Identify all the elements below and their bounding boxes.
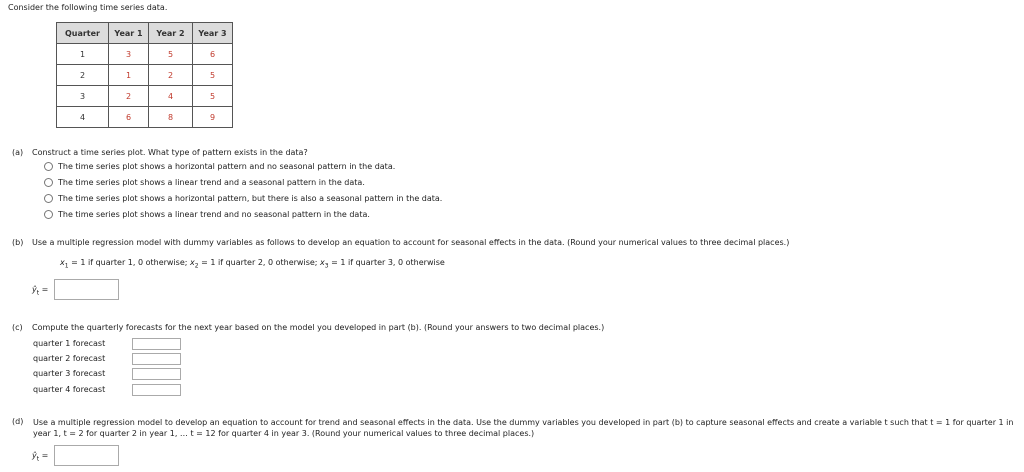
- part-b-label: (b): [12, 238, 24, 247]
- cell-value: 2: [149, 65, 193, 86]
- cell-value: 5: [149, 44, 193, 65]
- cell-quarter: 3: [57, 86, 109, 107]
- option-text: The time series plot shows a linear trend and no seasonal pattern in the data.: [58, 210, 370, 219]
- header-year-3: Year 3: [193, 23, 233, 44]
- option-a2[interactable]: [44, 178, 365, 187]
- cell-quarter: 4: [57, 107, 109, 128]
- equation-input-b[interactable]: [54, 279, 119, 300]
- time-series-table: [56, 22, 233, 128]
- part-a-label: (a): [12, 148, 24, 157]
- cell-quarter: 2: [57, 65, 109, 86]
- forecast-input-q4[interactable]: [132, 384, 181, 396]
- dummy-variable-definitions: $x_1 = 1$ if quarter 1, 0 otherwise; $x_2 = 1$ if quarter 2, 0 otherwise; $x_3 = 1$ if quarter 3, 0 otherwise: [60, 258, 445, 270]
- cell-value: 2: [109, 86, 149, 107]
- forecast-label-q4: quarter 4 forecast: [33, 385, 106, 394]
- forecast-input-q2[interactable]: [132, 353, 181, 365]
- cell-value: 3: [109, 44, 149, 65]
- part-c-label: (c): [12, 323, 23, 332]
- header-year-2: Year 2: [149, 23, 193, 44]
- part-a-question: [12, 148, 308, 157]
- yhat-label-d: $ŷ_t$ =: [32, 451, 49, 463]
- equation-input-d[interactable]: [54, 445, 119, 466]
- part-b-text: Use a multiple regression model with dummy variables as follows to develop an equation to account for seasonal effects in the data. (Round your numerical values to three decimal places.): [32, 238, 790, 247]
- cell-quarter: 1: [57, 44, 109, 65]
- radio-button[interactable]: [44, 162, 53, 171]
- cell-value: 1: [109, 65, 149, 86]
- cell-value: 6: [193, 44, 233, 65]
- cell-value: 8: [149, 107, 193, 128]
- forecast-label-q2: quarter 2 forecast: [33, 354, 106, 363]
- option-text: The time series plot shows a linear trend and a seasonal pattern in the data.: [58, 178, 365, 187]
- intro-text: Consider the following time series data.: [8, 3, 168, 12]
- option-a4[interactable]: [44, 210, 370, 219]
- part-c-question: [12, 323, 604, 332]
- forecast-input-q1[interactable]: [132, 338, 181, 350]
- cell-value: 9: [193, 107, 233, 128]
- forecast-input-q3[interactable]: [132, 368, 181, 380]
- option-text: The time series plot shows a horizontal pattern, but there is also a seasonal pattern in the data.: [58, 194, 443, 203]
- forecast-label-q1: quarter 1 forecast: [33, 339, 106, 348]
- option-a1[interactable]: [44, 162, 395, 171]
- cell-value: 5: [193, 65, 233, 86]
- yhat-label-b: $ŷ_t$ =: [32, 285, 49, 297]
- table-row: [57, 44, 233, 65]
- table-row: [57, 107, 233, 128]
- radio-button[interactable]: [44, 178, 53, 187]
- cell-value: 5: [193, 86, 233, 107]
- cell-value: 4: [149, 86, 193, 107]
- table-row: [57, 65, 233, 86]
- forecast-label-q3: quarter 3 forecast: [33, 369, 106, 378]
- part-d-text: Use a multiple regression model to develop an equation to account for trend and seasonal effects in the data. Use the dummy variables you developed in part (b) to capture seasonal effects and create a variable t such that t = 1 for quarter 1 in year 1, t = 2 for quarter 2 in year 1, … t = 12 for quarter 4 in year 3. (Round your numerical values to three decimal places.): [33, 418, 1014, 438]
- option-a3[interactable]: [44, 194, 442, 203]
- cell-value: 6: [109, 107, 149, 128]
- radio-button[interactable]: [44, 210, 53, 219]
- radio-button[interactable]: [44, 194, 53, 203]
- part-d-label: (d): [12, 417, 24, 426]
- header-year-1: Year 1: [109, 23, 149, 44]
- option-text: The time series plot shows a horizontal pattern and no seasonal pattern in the data.: [58, 162, 396, 171]
- table-row: [57, 86, 233, 107]
- part-a-text: Construct a time series plot. What type of pattern exists in the data?: [32, 148, 308, 157]
- part-c-text: Compute the quarterly forecasts for the next year based on the model you developed in part (b). (Round your answers to two decimal places.): [32, 323, 605, 332]
- header-quarter: Quarter: [57, 23, 109, 44]
- part-b-question: [12, 238, 789, 247]
